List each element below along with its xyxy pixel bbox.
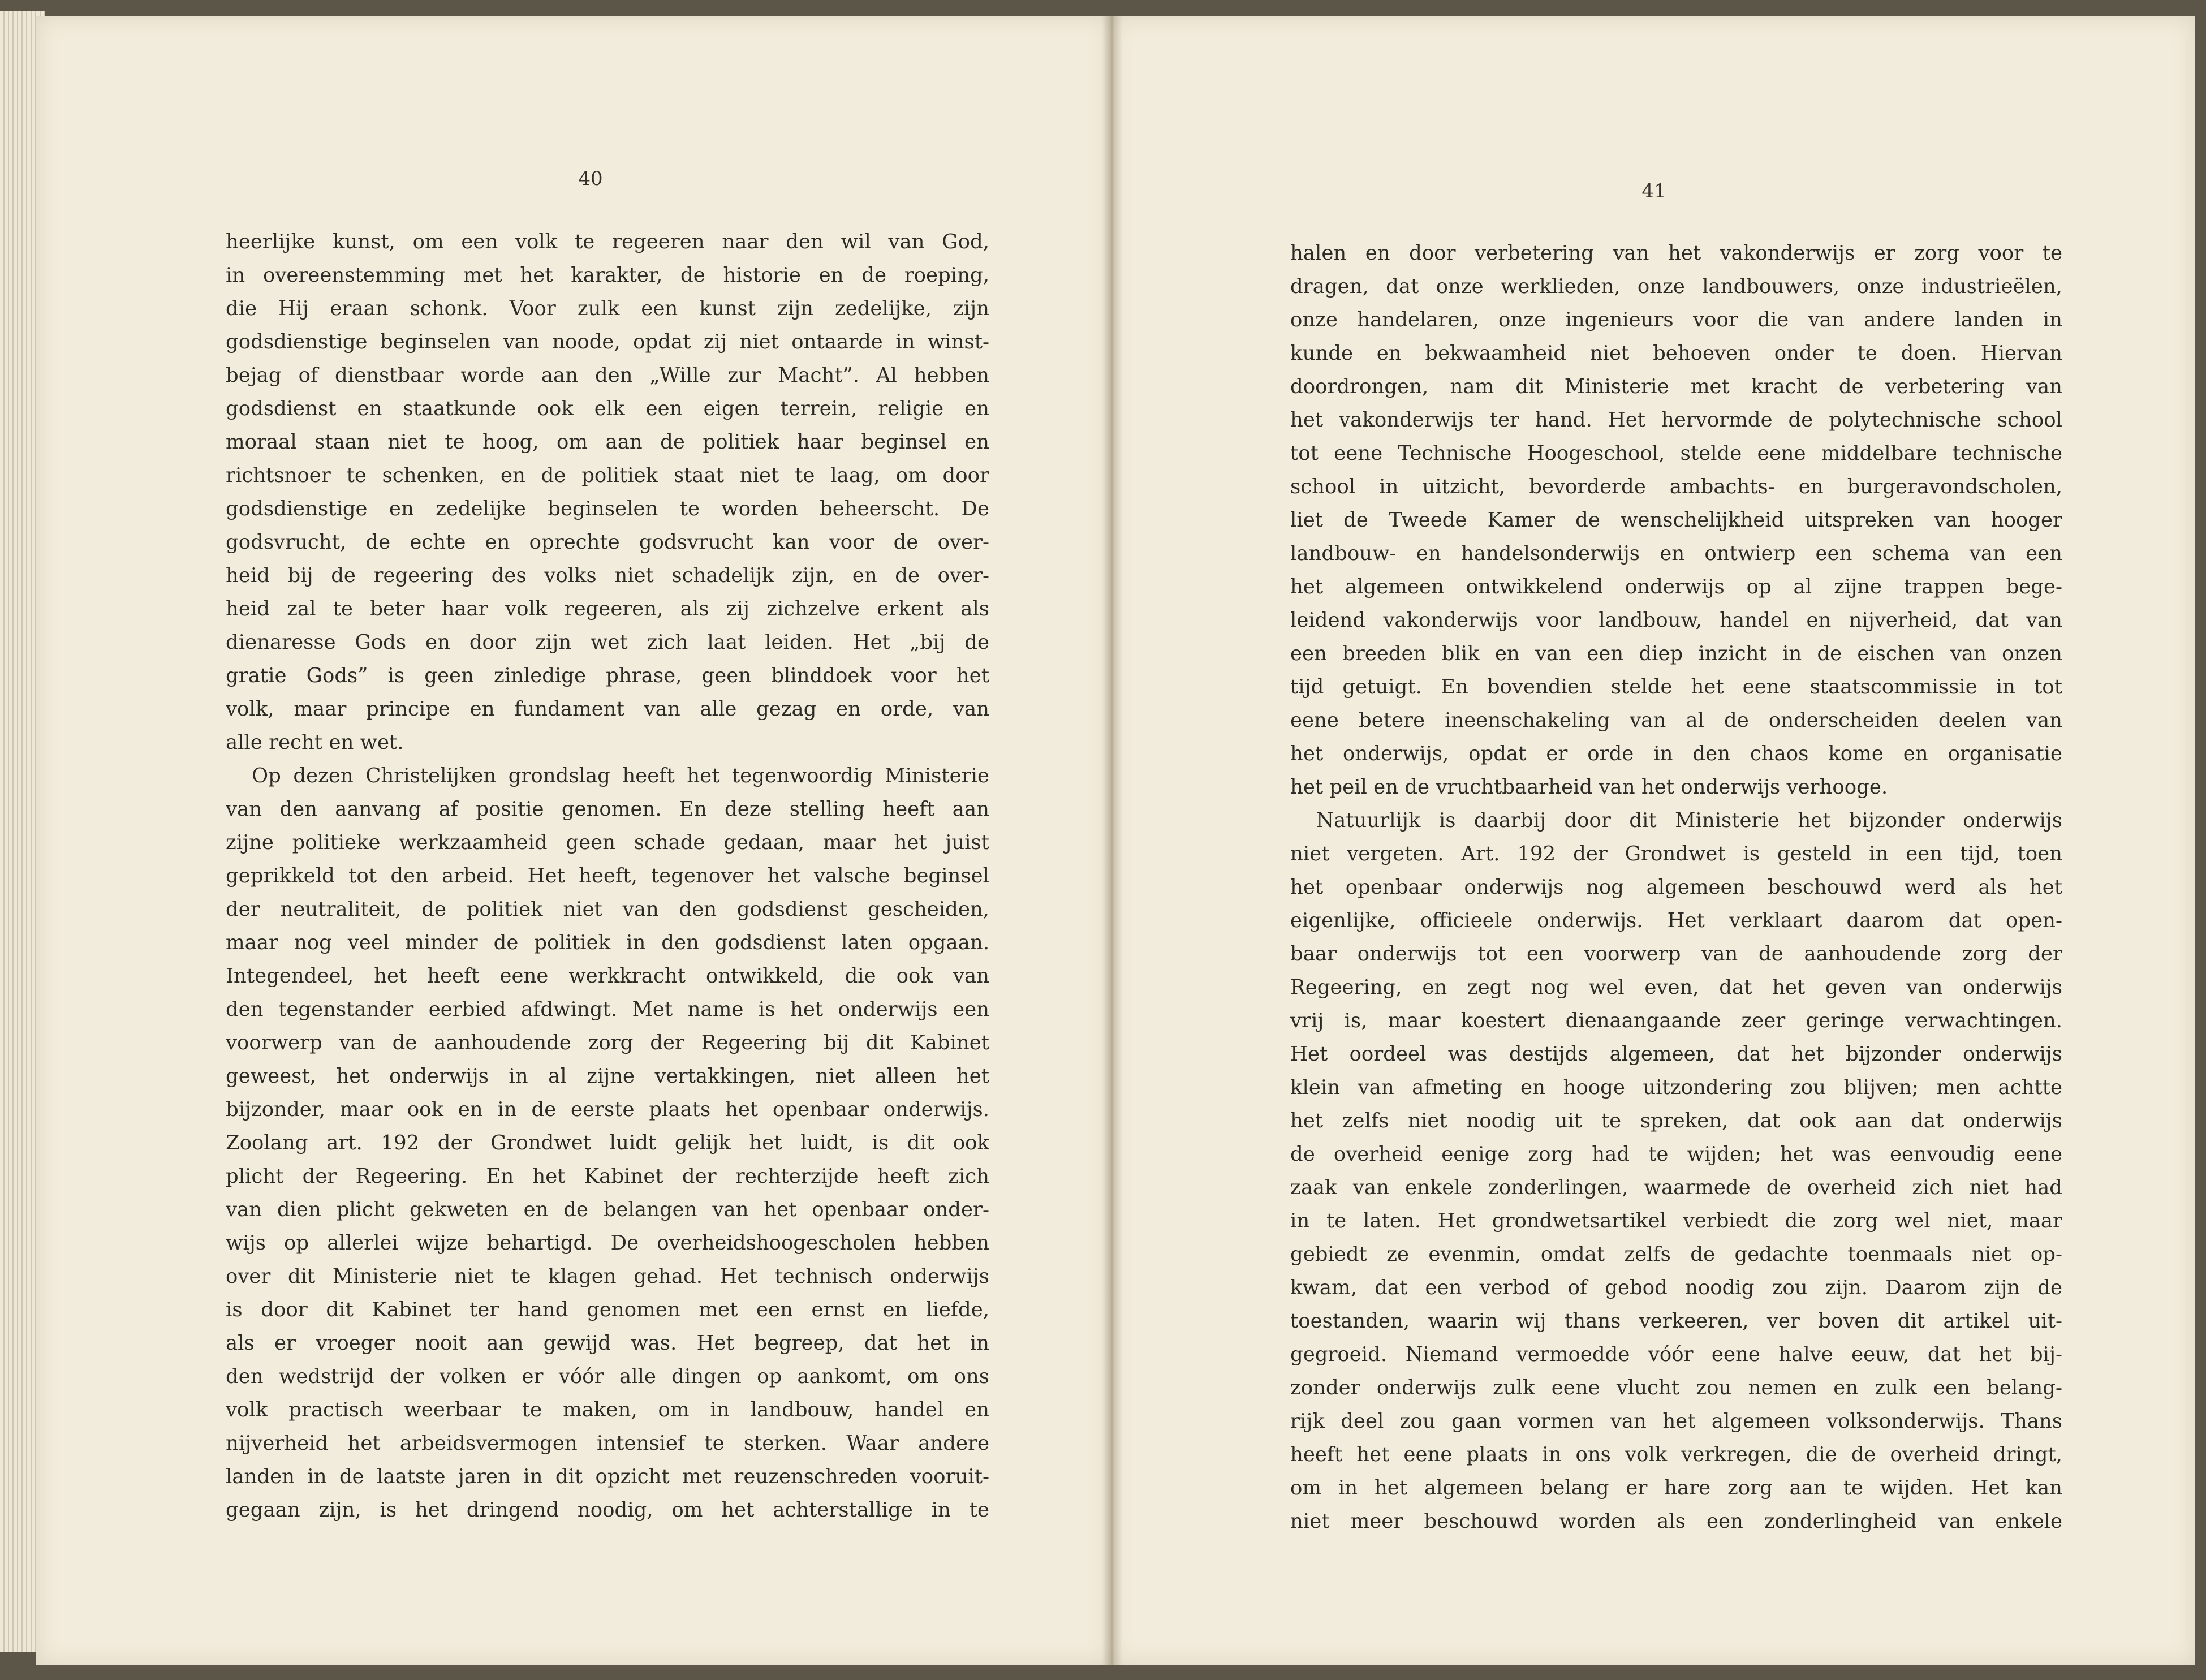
text-line: eene betere ineenschakeling van al de onderscheiden deelen van: [1290, 709, 2062, 732]
text-line: die Hij eraan schonk. Voor zulk een kunst zijn zedelijke, zijn: [226, 297, 989, 320]
text-line: doordrongen, nam dit Ministerie met kracht de verbetering van: [1290, 375, 2062, 398]
text-line: Het oordeel was destijds algemeen, dat het bijzonder onderwijs: [1290, 1043, 2062, 1066]
text-line: Regeering, en zegt nog wel even, dat het geven van onderwijs: [1290, 976, 2062, 999]
text-line: kunde en bekwaamheid niet behoeven onder te doen. Hiervan: [1290, 342, 2062, 365]
text-line: richtsnoer te schenken, en de politiek staat niet te laag, om door: [226, 464, 989, 487]
text-line: de overheid eenige zorg had te wijden; het was eenvoudig eene: [1290, 1143, 2062, 1166]
text-line: gegroeid. Niemand vermoedde vóór eene halve eeuw, dat het bij-: [1290, 1343, 2062, 1366]
text-line: baar onderwijs tot een voorwerp van de aanhoudende zorg der: [1290, 942, 2062, 966]
text-line: eigenlijke, officieele onderwijs. Het verklaart daarom dat open-: [1290, 909, 2062, 932]
book-gutter: [1102, 16, 1122, 1665]
text-line: gegaan zijn, is het dringend noodig, om het achterstallige in te: [226, 1498, 989, 1522]
text-line: bejag of dienstbaar worde aan den „Wille zur Macht”. Al hebben: [226, 364, 989, 387]
text-line: gratie Gods” is geen zinledige phrase, geen blinddoek voor het: [226, 664, 989, 687]
text-line: liet de Tweede Kamer de wenschelijkheid uitspreken van hooger: [1290, 509, 2062, 532]
page-number: 40: [578, 167, 603, 190]
text-line: Op dezen Christelijken grondslag heeft het tegenwoordig Ministerie: [252, 764, 989, 787]
text-line: om in het algemeen belang er hare zorg aan te wijden. Het kan: [1290, 1476, 2062, 1500]
text-line: het openbaar onderwijs nog algemeen beschouwd werd als het: [1290, 876, 2062, 899]
text-line: het zelfs niet noodig uit te spreken, dat ook aan dat onderwijs: [1290, 1109, 2062, 1132]
text-line: klein van afmeting en hooge uitzondering zou blijven; men achtte: [1290, 1076, 2062, 1099]
text-line: het onderwijs, opdat er orde in den chaos kome en organisatie: [1290, 742, 2062, 765]
text-line: landbouw- en handelsonderwijs en ontwierp een schema van een: [1290, 542, 2062, 565]
text-line: als er vroeger nooit aan gewijd was. Het begreep, dat het in: [226, 1332, 989, 1355]
text-line: moraal staan niet te hoog, om aan de politiek haar beginsel en: [226, 430, 989, 454]
text-line: heid bij de regeering des volks niet schadelijk zijn, en de over-: [226, 564, 989, 587]
text-line: onze handelaren, onze ingenieurs voor die van andere landen in: [1290, 308, 2062, 331]
text-line: kwam, dat een verbod of gebod noodig zou zijn. Daarom zijn de: [1290, 1276, 2062, 1299]
text-line: een breeden blik en van een diep inzicht in de eischen van onzen: [1290, 642, 2062, 665]
text-line: leidend vakonderwijs voor landbouw, handel en nijverheid, dat van: [1290, 609, 2062, 632]
text-line: alle recht en wet.: [226, 731, 404, 754]
text-line: geprikkeld tot den arbeid. Het heeft, tegenover het valsche beginsel: [226, 864, 989, 888]
text-line: toestanden, waarin wij thans verkeeren, ver boven dit artikel uit-: [1290, 1309, 2062, 1333]
right-page-text: [1290, 236, 2062, 1538]
text-line: wijs op allerlei wijze behartigd. De overheidshoogescholen hebben: [226, 1231, 989, 1255]
text-line: heeft het eene plaats in ons volk verkregen, die de overheid dringt,: [1290, 1443, 2062, 1466]
text-line: godsvrucht, de echte en oprechte godsvrucht kan voor de over-: [226, 531, 989, 554]
text-line: school in uitzicht, bevorderde ambachts- en burgeravondscholen,: [1290, 475, 2062, 498]
text-line: is door dit Kabinet ter hand genomen met een ernst en liefde,: [226, 1298, 989, 1321]
left-page-text: [226, 225, 989, 1527]
text-line: plicht der Regeering. En het Kabinet der rechterzijde heeft zich: [226, 1165, 989, 1188]
text-line: heerlijke kunst, om een volk te regeeren naar den wil van God,: [226, 230, 989, 253]
text-line: tijd getuigt. En bovendien stelde het eene staatscommissie in tot: [1290, 675, 2062, 699]
text-line: den tegenstander eerbied afdwingt. Met name is het onderwijs een: [226, 998, 989, 1021]
text-line: heid zal te beter haar volk regeeren, als zij zichzelve erkent als: [226, 597, 989, 621]
text-line: niet meer beschouwd worden als een zonderlingheid van enkele: [1290, 1510, 2062, 1533]
text-line: volk practisch weerbaar te maken, om in landbouw, handel en: [226, 1398, 989, 1421]
text-line: van dien plicht gekweten en de belangen van het openbaar onder-: [226, 1198, 989, 1221]
text-line: Integendeel, het heeft eene werkkracht ontwikkeld, die ook van: [226, 964, 989, 988]
text-line: zonder onderwijs zulk eene vlucht zou nemen en zulk een belang-: [1290, 1376, 2062, 1399]
text-line: den wedstrijd der volken er vóór alle dingen op aankomt, om ons: [226, 1365, 989, 1388]
text-line: halen en door verbetering van het vakonderwijs er zorg voor te: [1290, 242, 2062, 265]
text-line: dienaresse Gods en door zijn wet zich laat leiden. Het „bij de: [226, 631, 989, 654]
text-line: niet vergeten. Art. 192 der Grondwet is gesteld in een tijd, toen: [1290, 842, 2062, 865]
page-number: 41: [1641, 180, 1666, 203]
text-line: godsdienstige beginselen van noode, opdat zij niet ontaarde in winst-: [226, 330, 989, 354]
text-line: Natuurlijk is daarbij door dit Ministerie het bijzonder onderwijs: [1316, 809, 2062, 832]
text-line: het algemeen ontwikkelend onderwijs op al zijne trappen bege-: [1290, 575, 2062, 598]
text-line: godsdienstige en zedelijke beginselen te worden beheerscht. De: [226, 497, 989, 520]
text-line: volk, maar principe en fundament van alle gezag en orde, van: [226, 697, 989, 721]
text-line: voorwerp van de aanhoudende zorg der Regeering bij dit Kabinet: [226, 1031, 989, 1054]
text-line: in overeenstemming met het karakter, de historie en de roeping,: [226, 264, 989, 287]
text-line: bijzonder, maar ook en in de eerste plaats het openbaar onderwijs.: [226, 1098, 989, 1121]
text-line: zijne politieke werkzaamheid geen schade gedaan, maar het juist: [226, 831, 989, 854]
text-line: van den aanvang af positie genomen. En deze stelling heeft aan: [226, 798, 989, 821]
text-line: zaak van enkele zonderlingen, waarmede de overheid zich niet had: [1290, 1176, 2062, 1199]
text-line: dragen, dat onze werklieden, onze landbouwers, onze industrieëlen,: [1290, 275, 2062, 298]
text-line: het vakonderwijs ter hand. Het hervormde de polytechnische school: [1290, 408, 2062, 432]
text-line: in te laten. Het grondwetsartikel verbiedt die zorg wel niet, maar: [1290, 1209, 2062, 1233]
text-line: Zoolang art. 192 der Grondwet luidt gelijk het luidt, is dit ook: [226, 1131, 989, 1155]
right-page: [1111, 16, 2195, 1665]
text-line: geweest, het onderwijs in al zijne vertakkingen, niet alleen het: [226, 1065, 989, 1088]
text-line: gebiedt ze evenmin, omdat zelfs de gedachte toenmaals niet op-: [1290, 1243, 2062, 1266]
text-line: tot eene Technische Hoogeschool, stelde eene middelbare technische: [1290, 442, 2062, 465]
text-line: landen in de laatste jaren in dit opzicht met reuzenschreden vooruit-: [226, 1465, 989, 1488]
text-line: rijk deel zou gaan vormen van het algemeen volksonderwijs. Thans: [1290, 1410, 2062, 1433]
text-line: over dit Ministerie niet te klagen gehad. Het technisch onderwijs: [226, 1265, 989, 1288]
text-line: godsdienst en staatkunde ook elk een eigen terrein, religie en: [226, 397, 989, 420]
left-page: [36, 16, 1111, 1665]
text-line: vrij is, maar koestert dienaangaande zeer geringe verwachtingen.: [1290, 1009, 2062, 1032]
text-line: maar nog veel minder de politiek in den godsdienst laten opgaan.: [226, 931, 989, 954]
text-line: het peil en de vruchtbaarheid van het onderwijs verhooge.: [1290, 776, 1888, 799]
text-line: nijverheid het arbeidsvermogen intensief te sterken. Waar andere: [226, 1432, 989, 1455]
text-line: der neutraliteit, de politiek niet van den godsdienst gescheiden,: [226, 898, 989, 921]
